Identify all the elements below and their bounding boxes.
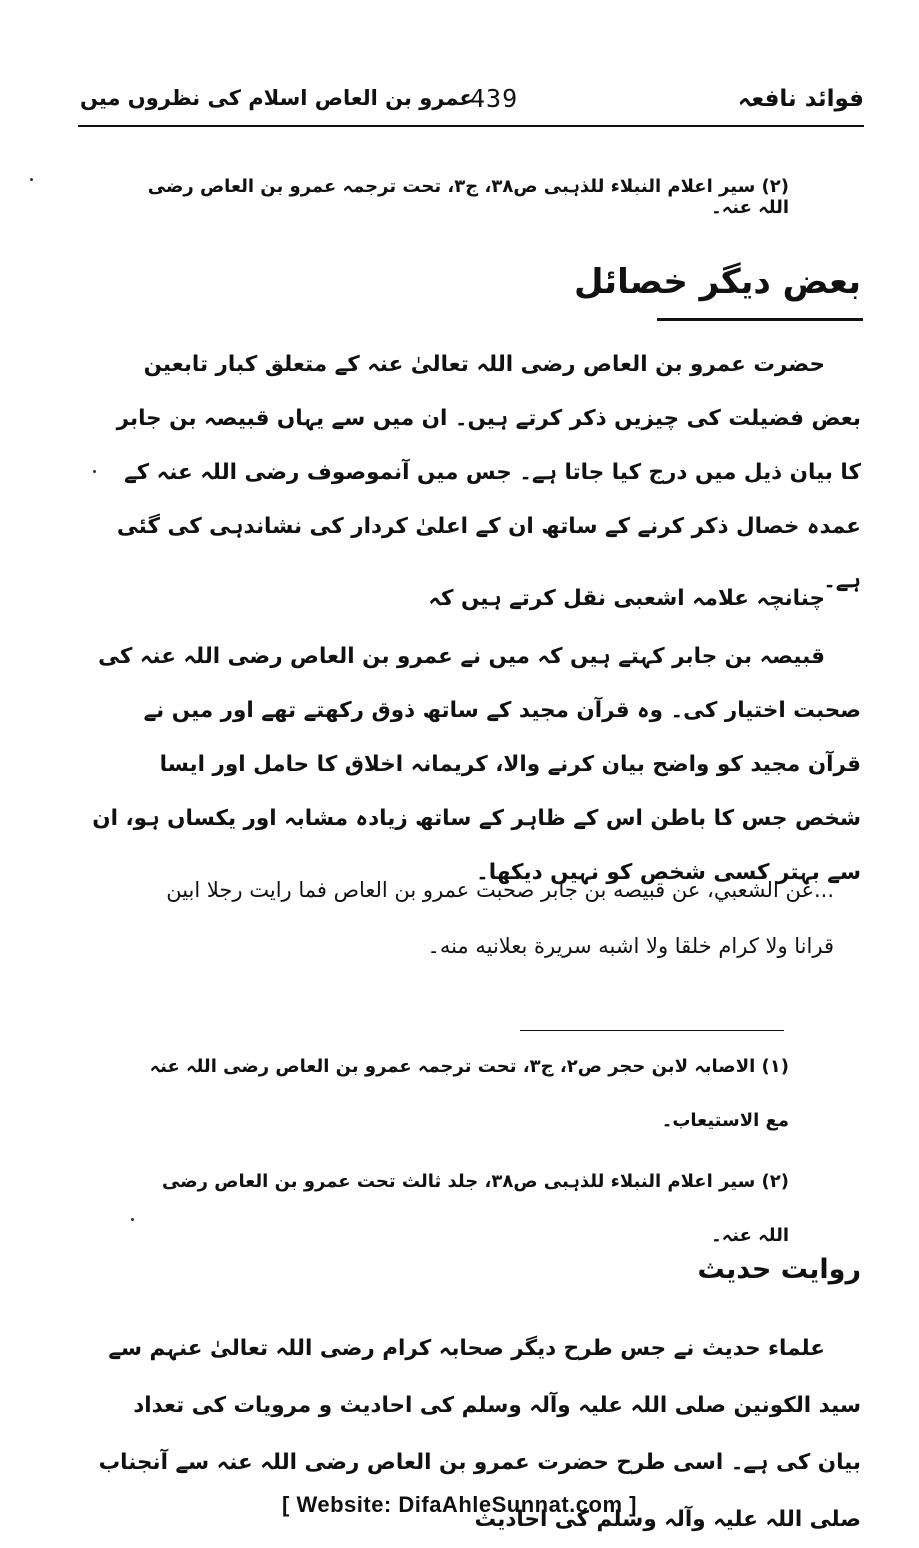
footnote-2: (۲) سیر اعلام النبلاء للذہبی ص۳۸، جلد ثالث تحت عمرو بن العاص رضی اللہ عنہ۔ (162, 1171, 789, 1246)
paragraph-narration-lead: چنانچہ علامہ اشعبی نقل کرتے ہیں کہ (428, 586, 825, 611)
paragraph-intro: حضرت عمرو بن العاص رضی اللہ تعالیٰ عنہ کے متعلق کبار تابعین بعض فضیلت کی چیزیں ذکر کرتے ہیں۔ ان میں سے یہاں قبیصہ بن جابر کا بیان ذیل میں درج کیا جاتا ہے۔ جس میں آنموصوف رضی اللہ عنہ کے عمدہ خصال ذکر کرنے کے ساتھ ان کے اعلیٰ کردار کی نشاندہی کی گئی ہے۔ (116, 352, 861, 593)
footnote-1: (۱) الاصابہ لابن حجر ص۲، ج۳، تحت ترجمہ عمرو بن العاص رضی اللہ عنہ مع الاستیعاب۔ (149, 1056, 789, 1131)
arabic-quotation: ...عن الشعبي، عن قبيصه بن جابر صحبت عمرو بن العاص فما رايت رجلا ابين قرانا ولا كرام خلقا ولا اشبه سريرة بعلانيه منه۔ (166, 878, 834, 958)
header-divider (78, 125, 864, 127)
scan-speck (30, 178, 33, 181)
page-number: 439 (470, 84, 519, 113)
paragraph-qabisa-statement: قبیصہ بن جابر کہتے ہیں کہ میں نے عمرو بن العاص رضی اللہ عنہ کی صحبت اختیار کی۔ وہ قرآن مجید کے ساتھ ذوق رکھتے تھے اور میں نے قرآن مجید کو واضح بیان کرنے والا، کریمانہ اخلاق کا حامل اور ایسا شخص جس کا باطن اس کے ظاہر کے ساتھ زیادہ مشابہ اور یکساں ہو، ان سے بہتر کسی شخص کو نہیں دیکھا۔ (92, 644, 861, 885)
section-heading-riwayat: روایت حدیث (697, 1254, 861, 1285)
book-title: فوائد نافعہ (737, 86, 864, 112)
footnote-divider (520, 1030, 784, 1031)
website-footer: [ Website: DifaAhleSunnat.com ] (282, 1492, 637, 1517)
paragraph-hadith-narration: علماء حدیث نے جس طرح دیگر صحابہ کرام رضی اللہ تعالیٰ عنہم سے سید الکونین صلی اللہ علیہ وآلہ وسلم کی احادیث و مرویات کی تعداد بیان کی ہے۔ اسی طرح حضرت عمرو بن العاص رضی اللہ عنہ سے آنجناب صلی اللہ علیہ وآلہ وسلم کی احادیث (98, 1336, 861, 1532)
heading-underline (657, 318, 863, 321)
footnote-top: (۲) سیر اعلام النبلاء للذہبی ص۳۸، ج۳، تحت ترجمہ عمرو بن العاص رضی اللہ عنہ۔ (147, 176, 789, 218)
section-heading-khasail: بعض دیگر خصائل (573, 262, 861, 302)
page-header (80, 84, 864, 124)
scan-speck (93, 470, 96, 473)
chapter-title: عمرو بن العاص اسلام کی نظروں میں (80, 86, 474, 110)
scan-speck (131, 1218, 134, 1221)
